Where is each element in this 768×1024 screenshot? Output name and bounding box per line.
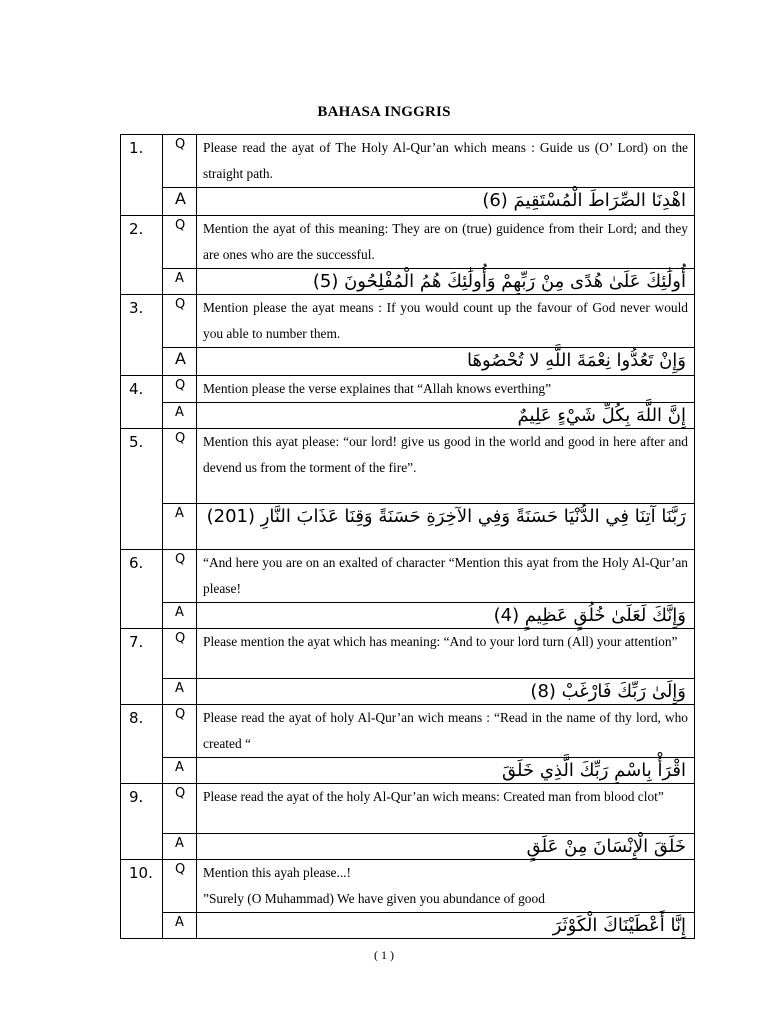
question-row (121, 705, 695, 758)
question-row (121, 135, 695, 188)
answer-row (121, 504, 695, 550)
answer-arabic: اقْرَأْ بِاسْمِ رَبِّكَ الَّذِي خَلَقَ (197, 758, 695, 784)
a-label: A (163, 913, 197, 939)
question-row (121, 429, 695, 504)
question-row (121, 550, 695, 603)
answer-arabic: وَإِنْ تَعُدُّوا نِعْمَةَ اللَّهِ لا تُحْصُوهَا (197, 348, 695, 376)
q-label: Q (163, 429, 197, 504)
page-number: ( 1 ) (374, 948, 394, 962)
question-text: Please mention the ayat which has meaning: “And to your lord turn (All) your attention” (197, 629, 695, 679)
question-row (121, 860, 695, 913)
page-title: BAHASA INGGRIS (317, 104, 451, 120)
item-number: 6. (121, 550, 163, 629)
answer-row (121, 348, 695, 376)
question-row (121, 784, 695, 834)
answer-row (121, 834, 695, 860)
a-label: A (163, 269, 197, 295)
answer-arabic: أُولَٰئِكَ عَلَىٰ هُدًى مِنْ رَبِّهِمْ وَأُولَٰئِكَ هُمُ الْمُفْلِحُونَ (5) (197, 269, 695, 295)
answer-row (121, 269, 695, 295)
question-text: Please read the ayat of the holy Al-Qur’an wich means: Created man from blood clot” (197, 784, 695, 834)
item-number: 2. (121, 216, 163, 295)
item-number: 9. (121, 784, 163, 860)
question-line: ”Surely (O Muhammad) We have given you abundance of good (203, 891, 545, 906)
item-number: 4. (121, 376, 163, 429)
answer-row (121, 758, 695, 784)
question-text: Mention please the ayat means : If you would count up the favour of God never would you able to number them. (197, 295, 695, 348)
a-label: A (163, 679, 197, 705)
answer-row (121, 188, 695, 216)
question-text: Please read the ayat of The Holy Al-Qur’an which means : Guide us (O’ Lord) on the straight path. (197, 135, 695, 188)
question-text: “And here you are on an exalted of character “Mention this ayat from the Holy Al-Qur’an please! (197, 550, 695, 603)
q-label: Q (163, 784, 197, 834)
qa-table (120, 134, 695, 939)
answer-arabic: وَإِنَّكَ لَعَلَىٰ خُلُقٍ عَظِيمٍ (4) (197, 603, 695, 629)
question-text: Mention the ayat of this meaning: They are on (true) guidence from their Lord; and they are ones who are the successful. (197, 216, 695, 269)
question-text: Mention please the verse explaines that “Allah knows everthing” (197, 376, 695, 403)
q-label: Q (163, 705, 197, 758)
item-number: 3. (121, 295, 163, 376)
q-label: Q (163, 135, 197, 188)
a-label: A (163, 348, 197, 376)
question-text (197, 860, 695, 913)
question-row (121, 376, 695, 403)
q-label: Q (163, 376, 197, 403)
a-label: A (163, 603, 197, 629)
question-line: Mention this ayah please...! (203, 865, 352, 880)
answer-arabic: إِنَّ اللَّهَ بِكُلِّ شَيْءٍ عَلِيمٌ (197, 403, 695, 429)
answer-arabic: إِنَّا أَعْطَيْنَاكَ الْكَوْثَرَ (197, 913, 695, 939)
answer-arabic: اهْدِنَا الصِّرَاطَ الْمُسْتَقِيمَ (6) (197, 188, 695, 216)
answer-row (121, 403, 695, 429)
question-row (121, 295, 695, 348)
q-label: Q (163, 295, 197, 348)
answer-row (121, 679, 695, 705)
q-label: Q (163, 550, 197, 603)
question-row (121, 629, 695, 679)
answer-arabic: خَلَقَ الْإِنْسَانَ مِنْ عَلَقٍ (197, 834, 695, 860)
q-label: Q (163, 629, 197, 679)
question-row (121, 216, 695, 269)
answer-row (121, 603, 695, 629)
q-label: Q (163, 860, 197, 913)
a-label: A (163, 403, 197, 429)
answer-arabic: رَبَّنَا آتِنَا فِي الدُّنْيَا حَسَنَةً وَفِي الآخِرَةِ حَسَنَةً وَقِنَا عَذَابَ النَّارِ (201) (197, 504, 695, 550)
q-label: Q (163, 216, 197, 269)
answer-row (121, 913, 695, 939)
question-text: Mention this ayat please: “our lord! give us good in the world and good in here after and devend us from the torment of the fire”. (197, 429, 695, 504)
a-label: A (163, 188, 197, 216)
a-label: A (163, 834, 197, 860)
item-number: 5. (121, 429, 163, 550)
a-label: A (163, 504, 197, 550)
question-text: Please read the ayat of holy Al-Qur’an wich means : “Read in the name of thy lord, who created “ (197, 705, 695, 758)
item-number: 1. (121, 135, 163, 216)
a-label: A (163, 758, 197, 784)
item-number: 8. (121, 705, 163, 784)
item-number: 10. (121, 860, 163, 939)
answer-arabic: وَإِلَىٰ رَبِّكَ فَارْغَبْ (8) (197, 679, 695, 705)
item-number: 7. (121, 629, 163, 705)
